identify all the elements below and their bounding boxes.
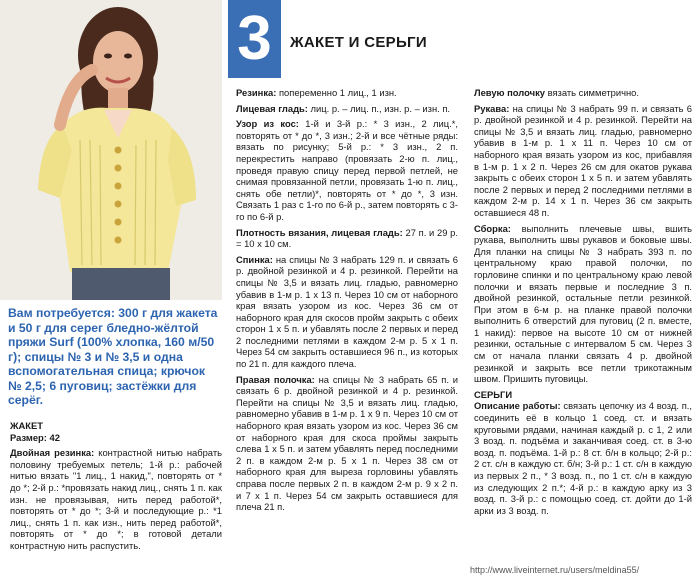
earrings-label: Описание работы:	[474, 400, 561, 412]
size-label: Размер:	[10, 431, 47, 443]
back-label: Спинка:	[236, 253, 273, 265]
model-photo	[0, 0, 222, 300]
gauge-label: Плотность вязания, лицевая гладь:	[236, 226, 403, 238]
rib-label: Резинка:	[236, 87, 277, 98]
rib-text: попеременно 1 лиц., 1 изн.	[276, 87, 397, 98]
sleeves-paragraph	[474, 103, 692, 219]
right-front-paragraph	[236, 374, 458, 513]
column-3	[474, 87, 692, 520]
sleeves-label: Рукава:	[474, 102, 510, 114]
article-title: ЖАКЕТ И СЕРЬГИ	[290, 34, 427, 51]
size-paragraph	[10, 432, 222, 444]
section-jacket: ЖАКЕТ	[10, 420, 43, 431]
rib-paragraph	[236, 87, 458, 99]
sleeves-text: на спицы № 3 набрать 99 п. и связать 6 р. двойной резинкой и 4 р. резинкой. Перейти на спицы № 3,5 и вязать лиц. гладью, равномерно убавив в 1-м р. 1 х 11 п. Через 10 см от наборного края вязать узором из кос, прибавляя в 1-м р. 1 х 2 п. Через 26 см для окатов рукава закрыть с обеих сторон 1 х 5 п. и затем убавлять после 2 первых и перед 2 последними петлями в каждом 2-м р. 14 х 1 п. Через 36 см закрыть оставшиеся 48 п.	[474, 102, 692, 218]
earrings-text: связать цепочку из 4 возд. п., соединить её в кольцо 1 соед. ст. и вязать круговыми рядами, начиная каждый р. с 1, 2 или 3 возд. п. подъёма и заканчивая соед. ст. в 3-ю возд. п. подъёма. 1-й р.: 8 ст. б/н в кольцо; 2-й р.: 2 ст. с/н в каждую ст. б/н; 3-й р.: 1 ст. с/н в каждую из первых 2 п., * 3 возд. п., по 1 ст. с/н в каждую из следующих 2 п.*; 4-й р.: в каждую арку из 3 возд. п. 3-й р.: с помощью соед. ст. дойти до 1-й арки из 3 возд. п.	[474, 400, 693, 516]
right-front-text: на спицы № 3 набрать 65 п. и связать 6 р. двойной резинкой и 4 р. резинкой. Перейти на спицы № 3,5 и вязать лиц. гладью, равномерно убавив в 1-м р. 1 х 9 п. Через 10 см от наборного края вязать узором из кос. Через 36 см от наборного края для скоса проймы закрыть слева 1 х 5 п. и затем убавлять перед последними 2 п. в каждом 2-м р. 5 х 1 п. Через 38 см от наборного края для выреза горловины убавлять справа после первых 2 п. в каждом 2-м р. 9 х 2 п. и 7 х 1 п. Через 54 см закрыть оставшиеся для плеча 21 п.	[236, 373, 458, 513]
cable-pattern-label: Узор из кос:	[236, 118, 299, 130]
cable-pattern-paragraph	[236, 118, 458, 222]
watermark-url: http://www.liveinternet.ru/users/meldina55/	[470, 565, 640, 575]
left-front-paragraph	[474, 87, 692, 99]
back-text: на спицы № 3 набрать 129 п. и связать 6 р. двойной резинкой и 4 р. резинкой. Перейти на спицы № 3,5 и вязать лиц. гладью, равномерно убавив в 1-м р. 1 х 13 п. Через 10 см от наборного края вязать узором из кос. Через 36 см от наборного края для скосов пройм закрыть с обеих сторон 1 х 5 п. и убавлять после 2 первых и перед 2 последними петлями в каждом 2-м р. 5 х 1 п. Через 54 см закрыть оставшиеся 96 п., из которых по 21 п. для каждого плеча.	[236, 253, 458, 370]
earrings-paragraph	[474, 400, 692, 516]
column-1	[10, 418, 222, 556]
materials-label: Вам потребуется:	[8, 306, 115, 320]
column-2	[236, 87, 458, 517]
stockinette-text: лиц. р. – лиц. п., изн. р. – изн. п.	[307, 102, 451, 114]
stockinette-label: Лицевая гладь:	[236, 102, 308, 114]
left-front-label: Левую полочку	[474, 87, 545, 98]
assembly-text: выполнить плечевые швы, вшить рукава, выполнить швы рукавов и боковые швы. Для планки на спицы № 3 набрать 393 п. по центральному краю правой полочки, по горловине спинки и по центральному краю левой полочки и вязать первые и последние 3 п. двойной резинкой, остальные петли резинкой. При этом в 6-м р. на планке правой полочки выполнить 6 отверстий для пуговиц (2 п. вместе, 1 накид): первое на высоте 10 см от нижней резинки, остальные с интервалом 5 см. Через 3 см от начала планки связать 4 р. двойной резинкой и закрыть все петли трикотажным швом. Пришить пуговицы.	[474, 222, 692, 385]
materials-block	[8, 306, 220, 408]
double-rib-paragraph	[10, 447, 222, 551]
left-front-text: вязать симметрично.	[544, 87, 639, 98]
stockinette-paragraph	[236, 103, 458, 115]
pattern-number: 3	[228, 0, 281, 78]
assembly-label: Сборка:	[474, 222, 511, 234]
double-rib-label: Двойная резинка:	[10, 447, 95, 459]
right-front-label: Правая полочка:	[236, 373, 315, 385]
back-paragraph	[236, 254, 458, 370]
model-illustration	[0, 0, 222, 300]
article-header	[228, 0, 699, 86]
cable-pattern-text: 1-й и 3-й р.: * 3 изн., 2 лиц.*, повторять от * до *, 3 изн.; 2-й и все чётные ряды: вязать по рисунку; 5-й р.: * 3 изн., 2 п. перекрестить направо (провязать 2-ю п. лиц., проведя правую спицу перед первой петлей, не снимая провязанной петли, провязать 1-ю п. лиц., снять обе петли)*, повторять от * до *, 3 изн. Связать 1 раз с 1-го по 6-й р., затем повторять с 3-го по 6-й р.	[236, 118, 458, 222]
size-value: 42	[46, 431, 60, 443]
gauge-text: 27 п. и 29 р. = 10 х 10 см.	[236, 226, 459, 250]
section-earrings: СЕРЬГИ	[474, 388, 513, 400]
double-rib-text: контрастной нитью набрать половину требуемых петель; 1-й р.: рабочей нитью вязать "1 лиц., 1 накид,", повторять от * до *; 2-й р.: *провязать накид лиц., снять 1 п. как изн. не провязывая, нить перед работой*, повторять от * до *; 3-й и последующие р.: *1 лиц., снять 1 п. как изн., нить перед работой*, повторять от * до *; в готовой детали контрастную нить распустить.	[10, 447, 222, 551]
materials-text: 300 г для жакета и 50 г для серег бледно-жёлтой пряжи Surf (100% хлопка, 160 м/50 г); спицы № 3 и № 3,5 и одна вспомогательная спица; крючок № 2,5; 6 пуговиц; застёжки для серёг.	[8, 306, 218, 407]
assembly-paragraph	[474, 223, 692, 385]
gauge-paragraph	[236, 227, 458, 250]
